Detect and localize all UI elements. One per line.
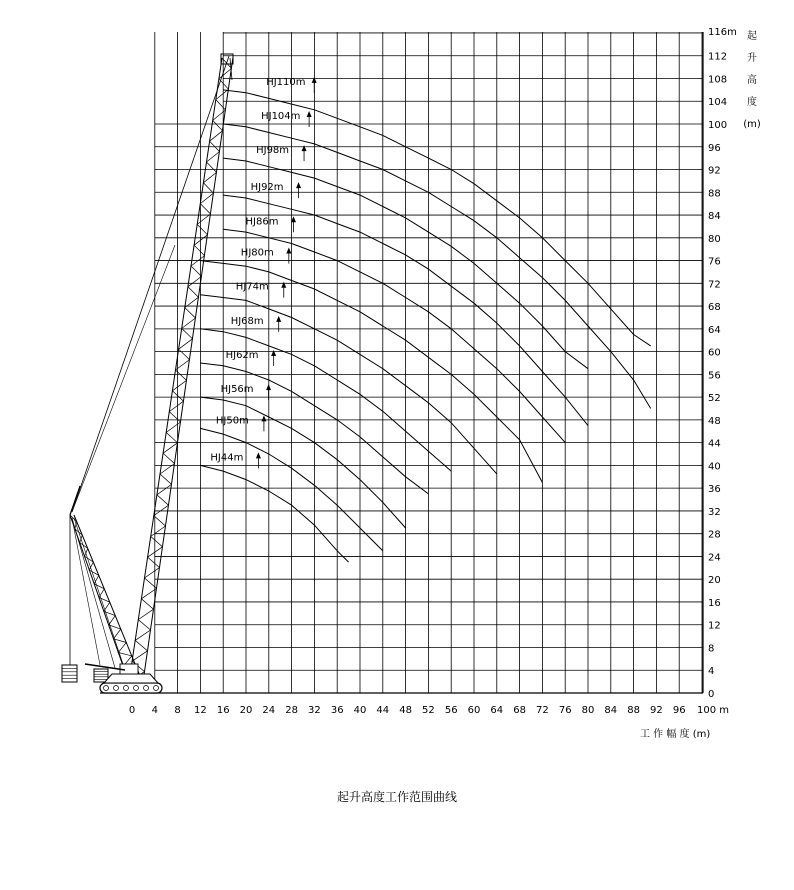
backstay: [74, 518, 125, 670]
x-axis-unit: 100 m: [697, 705, 730, 716]
height-arrowhead: [271, 350, 276, 356]
y-label-char: 升: [747, 53, 757, 64]
series-label: HJ56m: [220, 384, 254, 396]
y-axis-unit: 116m: [708, 27, 737, 38]
axis-ticks: [128, 51, 730, 716]
chart-caption: 起升高度工作范围曲线: [336, 790, 457, 804]
y-tick-label: 68: [708, 302, 721, 314]
y-tick-label: 72: [708, 279, 721, 291]
height-arrowhead: [281, 282, 286, 288]
y-tick-label: 48: [708, 415, 721, 427]
x-tick-label: 84: [604, 705, 618, 716]
y-tick-label: 60: [708, 347, 721, 359]
mast-lacing: [70, 515, 137, 680]
y-tick-label: 84: [708, 211, 721, 223]
curve-hj110m: [223, 90, 651, 346]
y-tick-label: 108: [708, 74, 728, 86]
y-tick-label: 64: [708, 324, 721, 336]
x-tick-label: 64: [490, 705, 504, 716]
series-label: HJ80m: [240, 247, 274, 259]
x-tick-label: 88: [627, 705, 640, 716]
height-arrowhead: [266, 384, 271, 390]
y-tick-label: 4: [708, 666, 715, 678]
curve-hj44m: [200, 465, 348, 562]
y-tick-label: 92: [708, 165, 721, 177]
mast-tip: [70, 486, 80, 515]
series-label: HJ86m: [245, 216, 279, 228]
y-tick-label: 44: [708, 438, 721, 450]
y-tick-label: 80: [708, 233, 721, 245]
x-tick-label: 12: [194, 705, 207, 716]
height-arrowhead: [312, 77, 317, 83]
y-tick-label: 24: [708, 552, 721, 564]
x-tick-label: 92: [650, 705, 663, 716]
y-tick-label: 96: [708, 142, 721, 154]
backstay: [72, 518, 100, 665]
y-tick-label: 8: [708, 643, 715, 655]
y-tick-label: 0: [708, 689, 715, 700]
x-tick-label: 32: [308, 705, 321, 716]
series-label: HJ74m: [235, 281, 269, 293]
height-curves: [200, 77, 650, 562]
x-tick-label: 8: [174, 705, 181, 716]
x-tick-label: 4: [151, 705, 158, 716]
series-label: HJ92m: [250, 182, 284, 194]
y-tick-label: 12: [708, 620, 721, 632]
series-label: HJ104m: [261, 111, 301, 122]
series-label: HJ110m: [266, 76, 306, 88]
x-tick-label: 96: [672, 705, 686, 716]
y-tick-label: 36: [708, 484, 721, 496]
y-tick-label: 28: [708, 529, 721, 541]
height-arrowhead: [307, 111, 312, 117]
boom-lacing: [129, 58, 232, 682]
boom-pendant: [72, 56, 229, 512]
chart-grid: [100, 32, 703, 693]
mast-chord: [74, 515, 140, 676]
y-tick-label: 40: [708, 461, 721, 473]
y-label-char: (m): [743, 119, 761, 130]
y-label-char: 起: [747, 31, 757, 42]
y-label-char: 高: [747, 75, 757, 86]
x-tick-label: 36: [330, 705, 344, 716]
curve-hj80m: [200, 261, 542, 483]
height-arrowhead: [276, 316, 281, 322]
x-tick-label: 68: [513, 705, 526, 716]
x-tick-label: 60: [467, 705, 481, 716]
x-tick-label: 20: [239, 705, 253, 716]
y-tick-label: 100: [708, 120, 728, 131]
series-label: HJ62m: [225, 350, 259, 361]
y-label-char: 度: [747, 97, 757, 108]
x-tick-label: 48: [399, 705, 412, 716]
y-tick-label: 112: [708, 51, 728, 63]
x-tick-label: 0: [128, 705, 136, 716]
crane-illustration: [62, 54, 233, 693]
series-label: HJ44m: [210, 452, 244, 464]
x-tick-label: 40: [353, 705, 367, 716]
x-tick-label: 44: [376, 705, 390, 716]
boom-pendant: [72, 245, 175, 512]
x-tick-label: 56: [444, 705, 458, 716]
y-axis-label: [743, 29, 761, 130]
x-tick-label: 28: [285, 705, 298, 716]
x-tick-label: 16: [216, 705, 230, 716]
x-tick-label: 52: [422, 705, 435, 716]
x-tick-label: 24: [262, 705, 276, 716]
height-arrowhead: [261, 415, 266, 421]
height-arrowhead: [256, 452, 261, 458]
carbody: [104, 674, 158, 683]
height-arrowhead: [302, 145, 307, 151]
series-label: HJ68m: [230, 315, 264, 327]
counterweight-stack: [94, 669, 108, 682]
height-arrowhead: [286, 248, 291, 254]
height-arrowhead: [296, 182, 301, 188]
suspended-counterweight: [62, 665, 77, 682]
x-axis-label: 工 作 幅 度 (m): [640, 729, 711, 740]
y-tick-label: 32: [708, 506, 721, 518]
y-tick-label: 56: [708, 370, 721, 382]
y-tick-label: 76: [708, 256, 721, 268]
series-label: HJ98m: [256, 145, 290, 157]
y-tick-label: 52: [708, 393, 721, 405]
y-tick-label: 16: [708, 597, 721, 609]
y-tick-label: 20: [708, 575, 721, 587]
x-tick-label: 80: [581, 705, 595, 716]
curve-hj86m: [220, 229, 565, 442]
crawler-track: [100, 683, 162, 693]
x-tick-label: 72: [536, 705, 549, 716]
y-tick-label: 88: [708, 188, 721, 200]
series-label: HJ50m: [215, 415, 249, 427]
backstay: [72, 518, 115, 668]
y-tick-label: 104: [708, 97, 728, 109]
curve-hj104m: [220, 124, 651, 409]
x-tick-label: 76: [558, 705, 572, 716]
